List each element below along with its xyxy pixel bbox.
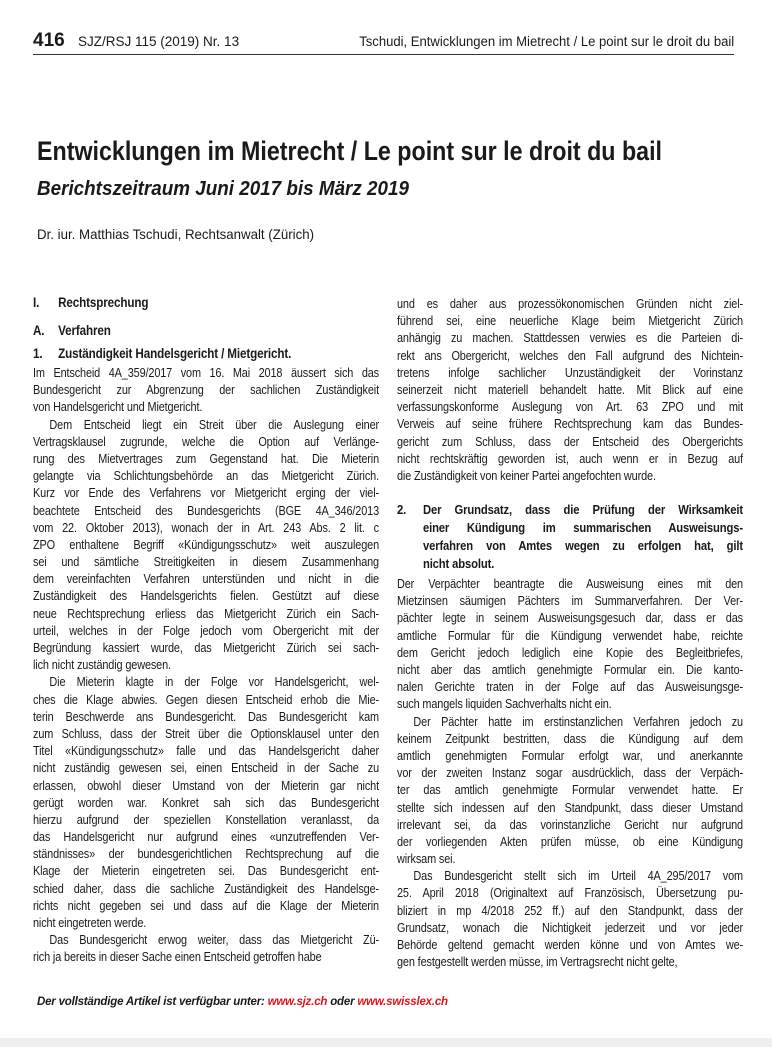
topic-heading (33, 343, 379, 365)
heading-line (397, 555, 743, 573)
text-line: Der Verpächter beantragte die Ausweisung eines mit den (397, 577, 743, 592)
text-line: irrelevant sei, da das vorinstanzliche Gericht nur aufgrund (397, 817, 743, 832)
text-line: Bundesgericht zur Abgrenzung der sachlichen Zuständigkeit (33, 383, 379, 398)
text-line: sei und sämtliche Streitigkeiten in diesem Zusammenhang (33, 555, 379, 570)
paragraph (397, 714, 743, 869)
text-line: tretens infolge sachlicher Unzuständigkeit der Vorinstanz (397, 365, 743, 380)
text-line: Klage der Mieterin eingetreten sei. Das Bundesgericht ent- (33, 864, 379, 879)
text-line: und es daher aus prozessökonomischen Gründen nicht ziel- (397, 297, 743, 311)
text-line: gericht zum Schluss, dass der Entscheid des Obergerichts (397, 434, 743, 449)
running-title: Tschudi, Entwicklungen im Mietrecht / Le point sur le droit du bail (359, 34, 734, 49)
paragraph (33, 932, 379, 966)
text-line: vor der zweiten Instanz sogar ausdrücklich, dass der Verpäch- (397, 766, 743, 781)
left-column (33, 292, 379, 967)
text-line: beachtete Entscheid des Bundesgerichts (BGE 4A_346/2013 (33, 503, 379, 518)
text-line: von Handelsgericht und Mietgericht. (33, 400, 203, 415)
subsection-heading (33, 320, 379, 342)
text-line: seinerzeit nicht materiell behandelt hatte. Mit Blick auf eine (397, 382, 743, 397)
paragraph (33, 674, 379, 932)
text-line: ter das amtlich genehmigte Formular verwendet hatte. Er (397, 783, 743, 798)
text-line: Vertragsklausel zugrunde, welche die Option auf Verlänge- (33, 434, 379, 449)
heading-line (397, 501, 743, 519)
text-line: nicht eingetreten werde. (33, 916, 147, 930)
text-line: amtliche Formular für die Kündigung verwendet habe, reichte (397, 628, 743, 643)
section-heading (33, 292, 379, 314)
text-line: Begründung kassiert wurde, das Mietgericht Zürich sei sach- (33, 641, 379, 655)
text-line: zum Schluss, dass der Streit über die Optionsklausel unter den (33, 726, 379, 741)
text-line: terin Beschwerde ans Bundesgericht. Das Bundesgericht kam (33, 709, 379, 724)
text-line: die Zuständigkeit von keiner Partei angefochten wurde. (397, 468, 656, 483)
text-line: gerügt worden war. Konkret sah sich das Bundesgericht (33, 795, 379, 810)
heading-text: Verfahren (58, 323, 111, 338)
text-line: Das Bundesgericht stellt sich im Urteil 4A_295/2017 vom (413, 869, 743, 884)
text-line: rekt ans Obergericht, welches den Fall aufgrund des Nichtein- (397, 348, 743, 363)
text-line: Mietzinsen säumigen Pächters im Summarverfahren. Der Ver- (397, 594, 743, 609)
text-line: dem vereinfachten Verfahren unterstünden und nicht in die (33, 572, 379, 587)
text-line: rung des Mietvertrages zum Gegenstand hat. Die Mieterin (33, 451, 379, 466)
paragraph (397, 868, 743, 971)
text-line: neue Rechtsprechung erliess das Mietgericht Zürich ein Sach- (33, 606, 379, 621)
heading-number (397, 519, 423, 537)
paragraph (397, 576, 743, 714)
text-line: Dem Entscheid liegt ein Streit über die Auslegung einer (49, 417, 379, 432)
text-line: nicht aber das amtlich genehmigte Formular ein. Die kanto- (397, 663, 743, 677)
sjz-link[interactable]: www.sjz.ch (267, 996, 328, 1008)
text-line: ZPO enthaltene Begriff «Kündigungsschutz» weit auszulegen (33, 537, 379, 552)
heading-text: Zuständigkeit Handelsgericht / Mietgericht. (58, 346, 292, 361)
viewer-bottom-band (0, 1038, 772, 1047)
text-line: gelangte via Schlichtungsbehörde an das Mietgericht Zürich. (33, 469, 379, 484)
paragraph (33, 417, 379, 675)
text-line: Die Mieterin klagte in der Folge vor Handelsgericht, wel- (49, 675, 379, 690)
article-subtitle: Berichtszeitraum Juni 2017 bis März 2019 (37, 178, 409, 200)
text-line: Das Bundesgericht erwog weiter, dass das Mietgericht Zü- (49, 933, 379, 948)
text-line: urteil, welches in der Folge jedoch vom Obergericht mit der (33, 623, 379, 638)
text-line: richts nicht gegeben sei und dass auf die Klage der Mieterin (33, 898, 379, 913)
heading-text: nicht absolut. (422, 556, 495, 572)
text-line: das Handelsgericht nur aufgrund eines «unzutreffenden Ver- (33, 830, 379, 845)
text-line: erlassen, obwohl dieser Umstand von der Mieterin gar nicht (33, 778, 379, 793)
availability-footer (37, 996, 448, 1008)
text-line: Kurz vor Ende des Verfahrens vor Mietgericht erging der viel- (33, 486, 379, 501)
text-line: pächter legte in seinem Ausweisungsgesuch dar, dass er das (397, 611, 743, 626)
text-line: Behörde geltend gemacht werden könne und von Amtes we- (397, 938, 743, 952)
text-line: Titel «Kündigungsschutz» falle und das Handelsgericht daher (33, 744, 379, 759)
heading-number (397, 537, 423, 555)
heading-number: I. (33, 295, 40, 310)
heading-text: einer Kündigung im summarischen Ausweisungs- (422, 520, 743, 536)
text-line: keinem Zeitpunkt bestritten, dass die Kündigung auf dem (397, 731, 743, 746)
heading-number: A. (33, 323, 45, 338)
text-line: ständnisses» der bundesgerichtlichen Rechtsprechung auf die (33, 847, 379, 862)
paragraph (397, 296, 743, 485)
journal-citation: SJZ/RSJ 115 (2019) Nr. 13 (78, 34, 240, 49)
heading-number (397, 555, 423, 573)
article-author: Dr. iur. Matthias Tschudi, Rechtsanwalt (Zürich) (37, 226, 314, 242)
text-line: stellte sich indessen auf den Standpunkt, dass dieser Umstand (397, 800, 743, 815)
heading-number: 1. (33, 346, 43, 361)
text-line: amtlich genehmigten Formular erfolgt war, und anerkannte (397, 748, 743, 763)
text-line: Im Entscheid 4A_359/2017 vom 16. Mai 2018 äussert sich das (33, 366, 379, 380)
article-title: Entwicklungen im Mietrecht / Le point sur le droit du bail (37, 136, 662, 166)
text-line: nalen Gerichte traten in der Folge auf das Ausweisungsge- (397, 680, 743, 695)
text-line: Grundsatz, wonach die Nichtigkeit jederzeit und vor jeder (397, 920, 743, 935)
swisslex-link[interactable]: www.swisslex.ch (357, 996, 448, 1008)
right-column (397, 296, 743, 971)
paragraph (33, 365, 379, 417)
text-line: rich ja bereits in dieser Sache einen Entscheid getroffen habe (33, 950, 322, 965)
text-line: bliziert in mp 4/2018 252 ff.) auf den Standpunkt, dass der (397, 903, 743, 918)
text-line: 25. April 2018 (Originaltext auf Französisch, Übersetzung pu- (397, 886, 743, 901)
text-line: Zuständigkeit des Handelsgerichts fielen. Gestützt auf diese (33, 589, 379, 604)
text-line: Der Pächter hatte im erstinstanzlichen Verfahren jedoch zu (413, 714, 743, 729)
text-line: hierzu aufgrund der speziellen Konstellation veranlasst, da (33, 812, 379, 827)
heading-line (397, 519, 743, 537)
text-line: nicht rechtskräftig geworden ist, auch wenn er in Bezug auf (397, 451, 743, 466)
text-line: wirksam sei. (397, 852, 456, 867)
heading-text: Rechtsprechung (58, 295, 149, 310)
page-number: 416 (33, 30, 65, 51)
heading-text: Der Grundsatz, dass die Prüfung der Wirksamkeit (422, 502, 743, 518)
topic-heading-2 (397, 501, 743, 573)
footer-text: Der vollständige Artikel ist verfügbar unter: (37, 996, 265, 1008)
text-line: verfassungskonforme Auslegung von Art. 63 ZPO und mit (397, 400, 743, 415)
text-line: der vorliegenden Akten prüfen müsse, ob eine Kündigung (397, 834, 743, 849)
text-line: anhängig zu machen. Stattdessen verwies es die Parteien di- (397, 331, 743, 346)
heading-number: 2. (397, 502, 407, 518)
running-header (33, 30, 734, 55)
text-line: dem Gericht jedoch lediglich eine Kopie des Begleitbriefes, (397, 645, 743, 660)
text-line: ches die Klage abwies. Gegen diesen Entscheid erhob die Mie- (33, 692, 379, 707)
text-line: such mangels liquiden Sachverhalts nicht ein. (397, 697, 612, 712)
text-line: lich nicht zuständig gewesen. (33, 658, 171, 673)
heading-text: verfahren von Amtes wegen zu erfolgen hat, gilt (422, 538, 743, 554)
text-line: vom 22. Oktober 2013), wonach der in Art. 243 Abs. 2 lit. c (33, 520, 379, 535)
text-line: führend sei, eine neuerliche Klage beim Mietgericht Zürich (397, 314, 743, 329)
text-line: schied daher, dass die sachliche Zuständigkeit des Handelsge- (33, 881, 379, 896)
text-line: nicht zuständig gewesen sei, einen Entscheid in der Sache zu (33, 761, 379, 776)
footer-separator: oder (330, 996, 355, 1008)
heading-line (397, 537, 743, 555)
text-line: gen festgestellt werden müsse, im Vertragsrecht nicht gelte, (397, 955, 678, 970)
text-line: Verweis auf seine frühere Rechtsprechung kam das Bundes- (397, 417, 743, 432)
